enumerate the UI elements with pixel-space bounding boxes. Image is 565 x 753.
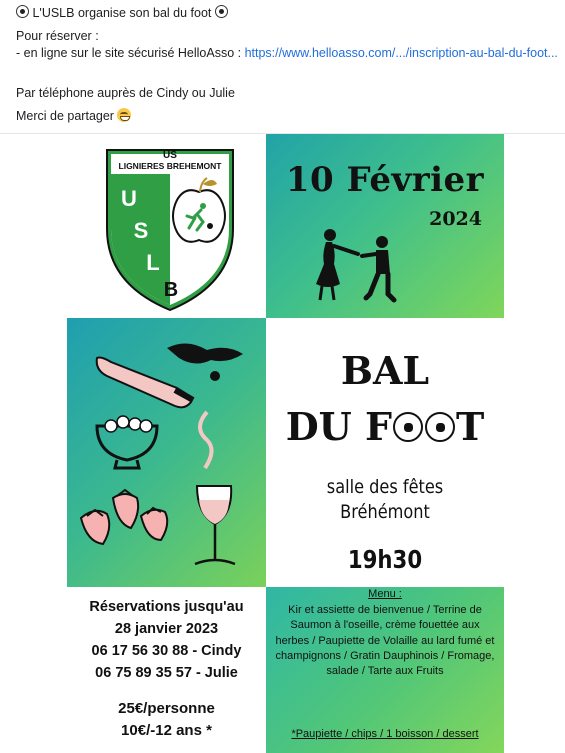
title-panel: [266, 318, 504, 587]
reservation-deadline-date: 28 janvier 2023: [114, 621, 219, 637]
soccer-ball-icon: [16, 5, 29, 18]
logo-letter-u: U: [121, 186, 137, 211]
helloasso-link[interactable]: https://www.helloasso.com/.../inscription-au-bal-du-foot...: [244, 46, 558, 60]
soccer-ball-icon: [215, 5, 228, 18]
post-line-online: - en ligne sur le site sécurisé HelloAsso : https://www.helloasso.com/.../inscription-au-bal-du-foot...: [16, 46, 558, 60]
event-year: 2024: [429, 208, 482, 230]
bowl-icon: [97, 416, 157, 468]
food-illustration-panel: [67, 318, 266, 587]
dancing-couple-icon: [266, 134, 504, 318]
reservation-panel: [67, 587, 266, 753]
venue-town: Bréhémont: [340, 501, 430, 523]
reservation-deadline-label: Réservations jusqu'au: [89, 599, 244, 615]
wine-pour-icon: [200, 412, 212, 468]
post-line-reserve: Pour réserver :: [16, 29, 99, 43]
event-time: 19h30: [347, 545, 423, 574]
wine-bottle-icon: [97, 358, 193, 408]
post-line-title: L'USLB organise son bal du foot: [16, 4, 228, 22]
uslb-shield-logo: [67, 134, 266, 318]
logo-us-text: US: [163, 150, 177, 161]
event-date: 10 Février: [285, 160, 485, 200]
phone-cindy: 06 17 56 30 88 - Cindy: [91, 643, 242, 659]
logo-letter-l: L: [146, 250, 160, 275]
event-title-bal: BAL: [340, 348, 430, 393]
logo-letter-s: S: [133, 218, 149, 243]
phone-julie: 06 75 89 35 57 - Julie: [95, 665, 238, 681]
strawberries-icon: [81, 490, 167, 544]
menu-body: Kir et assiette de bienvenue / Terrine de Saumon à l'oseille, crème fouettée aux herbes / Paupiette de Volaille au lard fumé et champignons / Gratin Dauphinois / Fromage, salade / Tarte aux Fruits: [275, 604, 495, 678]
menu-child-footnote: *Paupiette / chips / 1 boisson / dessert: [291, 728, 479, 740]
wine-glass-icon: [195, 486, 235, 564]
club-logo-panel: [67, 134, 266, 318]
price-child: 10€/-12 ans *: [121, 722, 212, 739]
soccer-ball-icon: [425, 412, 455, 442]
menu-panel: [266, 587, 504, 753]
logo-letter-b: B: [163, 279, 179, 301]
soccer-ball-icon: [393, 412, 423, 442]
wine-spill-icon: [167, 343, 243, 363]
grinning-face-emoji: [117, 108, 131, 122]
date-panel: [266, 134, 504, 318]
event-title-du-foot: DU F T: [285, 404, 485, 449]
post-line-share: Merci de partager: [16, 107, 131, 125]
price-adult: 25€/personne: [118, 700, 215, 717]
event-poster-image[interactable]: [0, 134, 565, 753]
logo-club-name: LIGNIERES BREHEMONT: [118, 161, 222, 171]
food-wine-illustration: [67, 318, 266, 587]
post-line-phone: Par téléphone auprès de Cindy ou Julie: [16, 86, 235, 100]
venue-name: salle des fêtes: [326, 476, 444, 498]
menu-title: Menu :: [368, 588, 402, 600]
